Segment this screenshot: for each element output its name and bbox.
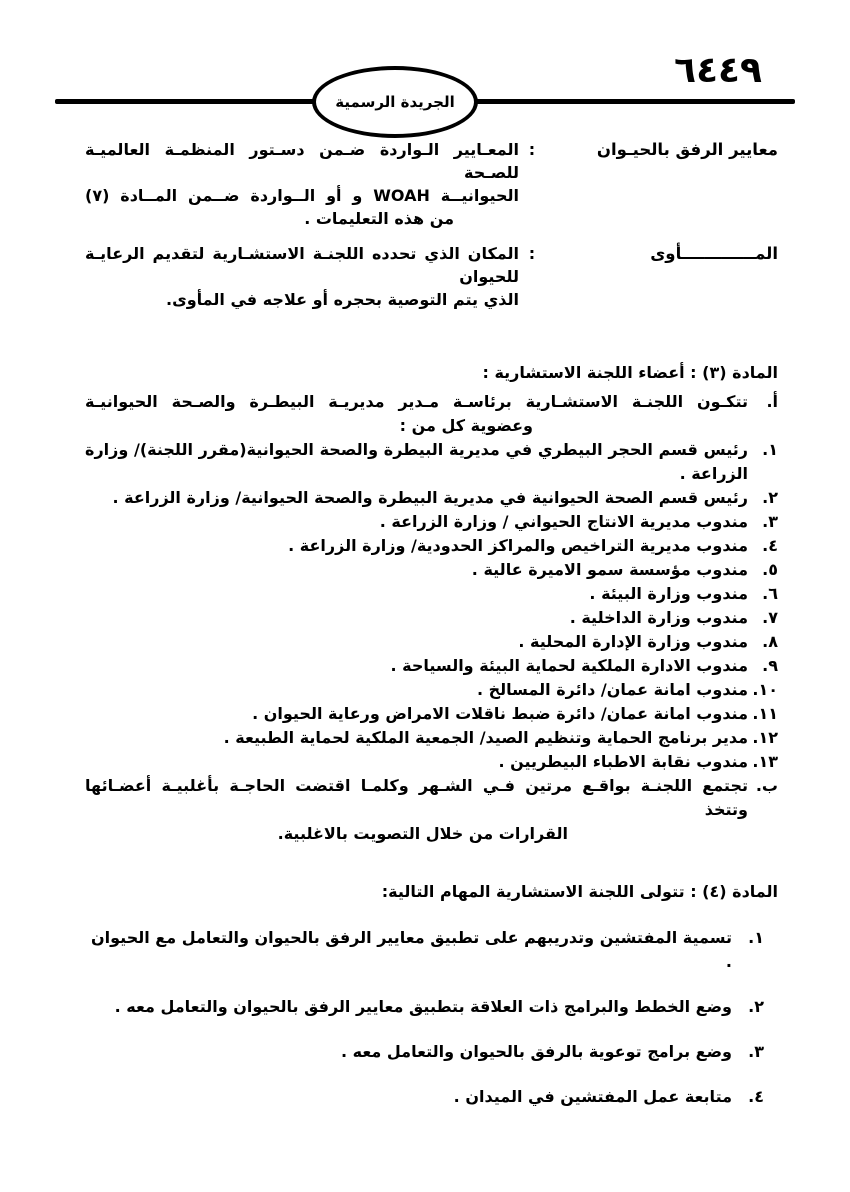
definition-line: من هذه التعليمات . xyxy=(304,209,454,228)
clause-text xyxy=(85,390,748,438)
member-line: مندوب امانة عمان/ دائرة المسالخ . xyxy=(476,680,748,699)
task-item xyxy=(85,995,764,1019)
member-number: ٦. xyxy=(762,584,778,603)
member-line: مندوب نقابة الاطباء البيطريين . xyxy=(498,752,748,771)
task-text: متابعة عمل المفتشين في الميدان . xyxy=(453,1087,732,1106)
clause-line: تجتمع اللجنـة بواقـع مرتين فـي الشـهر وكلمـا اقتضت الحاجـة بأغلبيـة أعضـائها وتتخذ xyxy=(85,776,748,819)
definition-term: معايير الرفق بالحيـوان xyxy=(596,140,778,159)
clause-line: القرارات من خلال التصويت بالاغلبية. xyxy=(277,824,568,843)
member-line: مندوب مؤسسة سمو الاميرة عالية . xyxy=(471,560,748,579)
member-line: مندوب مديرية الانتاج الحيواني / وزارة الزراعة . xyxy=(379,512,748,531)
definition-row-welfare-standards xyxy=(85,138,778,230)
member-item xyxy=(85,630,778,654)
member-item xyxy=(85,486,778,510)
definition-term: المـــــــــــــأوى xyxy=(650,244,778,263)
member-item xyxy=(85,510,778,534)
clause-marker: ب. xyxy=(755,776,778,795)
member-item xyxy=(85,678,778,702)
article-4-heading: المادة (٤) : تتولى اللجنة الاستشارية المهام التالية: xyxy=(381,882,778,901)
member-number: ٣. xyxy=(762,512,778,531)
member-item xyxy=(85,654,778,678)
member-number: ١٠. xyxy=(752,680,778,699)
committee-tasks-list xyxy=(85,926,778,1109)
member-line: مندوب الادارة الملكية لحماية البيئة والسياحة . xyxy=(390,656,748,675)
definition-text xyxy=(85,242,519,311)
article-3-heading: المادة (٣) : أعضاء اللجنة الاستشارية : xyxy=(482,363,778,382)
task-number: ١. xyxy=(748,928,764,947)
member-text xyxy=(85,438,748,486)
member-item xyxy=(85,702,778,726)
definition-text xyxy=(85,138,519,230)
clause-marker: أ. xyxy=(766,392,778,411)
member-number: ١١. xyxy=(752,704,778,723)
task-number: ٤. xyxy=(748,1087,764,1106)
member-line: مندوب وزارة الداخلية . xyxy=(569,608,748,627)
member-line: رئيس قسم الصحة الحيوانية في مديرية البيطرة والصحة الحيوانية/ وزارة الزراعة . xyxy=(112,488,748,507)
member-line: مندوب مديرية التراخيص والمراكز الحدودية/ وزارة الزراعة . xyxy=(288,536,748,555)
member-number: ٧. xyxy=(762,608,778,627)
definition-line: الحيوانيــة WOAH و أو الــواردة ضــمن المــادة (٧) xyxy=(85,186,519,205)
page-number: ٦٤٤٩ xyxy=(674,50,762,91)
clause-text xyxy=(85,774,748,846)
article-3-clause-b xyxy=(85,774,778,846)
member-number: ١٢. xyxy=(752,728,778,747)
member-item xyxy=(85,582,778,606)
member-item xyxy=(85,438,778,486)
task-item xyxy=(85,1040,764,1064)
member-number: ٥. xyxy=(762,560,778,579)
definition-separator: : xyxy=(528,140,536,159)
definition-line: الذي يتم التوصية بحجره أو علاجه في المأوى. xyxy=(165,290,519,309)
member-number: ٩. xyxy=(762,656,778,675)
member-number: ٨. xyxy=(762,632,778,651)
member-item xyxy=(85,558,778,582)
member-line: الزراعة . xyxy=(679,464,748,483)
member-line: مندوب وزارة الإدارة المحلية . xyxy=(518,632,748,651)
member-item xyxy=(85,606,778,630)
member-line: مندوب امانة عمان/ دائرة ضبط ناقلات الامراض ورعاية الحيوان . xyxy=(252,704,748,723)
article-3-clause-a xyxy=(85,390,778,438)
task-text: وضع الخطط والبرامج ذات العلاقة بتطبيق معايير الرفق بالحيوان والتعامل معه . xyxy=(114,997,732,1016)
task-item xyxy=(85,926,764,974)
definition-row-shelter xyxy=(85,242,778,311)
task-text: وضع برامج توعوية بالرفق بالحيوان والتعامل معه . xyxy=(341,1042,732,1061)
member-number: ٢. xyxy=(762,488,778,507)
task-item xyxy=(85,1085,764,1109)
committee-members-list xyxy=(85,438,778,774)
clause-line: تتكـون اللجنـة الاستشـارية برئاسـة مـدير مديريـة البيطـرة والصـحة الحيوانيـة xyxy=(85,392,748,411)
member-number: ١٣. xyxy=(752,752,778,771)
definition-line: المكان الذي تحدده اللجنـة الاستشـارية لتقديم الرعايـة للحيوان xyxy=(85,244,519,286)
task-number: ٢. xyxy=(748,997,764,1016)
member-line: رئيس قسم الحجر البيطري في مديرية البيطرة والصحة الحيوانية(مقرر اللجنة)/ وزارة xyxy=(85,440,748,459)
task-text: تسمية المفتشين وتدريبهم على تطبيق معايير الرفق بالحيوان والتعامل مع الحيوان . xyxy=(90,928,732,971)
member-item xyxy=(85,534,778,558)
member-item xyxy=(85,750,778,774)
member-line: مدير برنامج الحماية وتنظيم الصيد/ الجمعية الملكية لحماية الطبيعة . xyxy=(223,728,748,747)
definition-line: المعـايير الـواردة ضـمن دسـتور المنظمـة العالميـة للصـحة xyxy=(85,140,519,182)
gazette-title: الجريدة الرسمية xyxy=(335,93,455,111)
task-number: ٣. xyxy=(748,1042,764,1061)
clause-line: وعضوية كل من : xyxy=(399,416,533,435)
member-number: ٤. xyxy=(762,536,778,555)
gazette-seal xyxy=(312,66,478,138)
definition-separator: : xyxy=(528,244,536,263)
page-header xyxy=(0,0,850,140)
member-number: ١. xyxy=(762,440,778,459)
member-line: مندوب وزارة البيئة . xyxy=(589,584,748,603)
document-body xyxy=(85,138,778,1130)
member-item xyxy=(85,726,778,750)
